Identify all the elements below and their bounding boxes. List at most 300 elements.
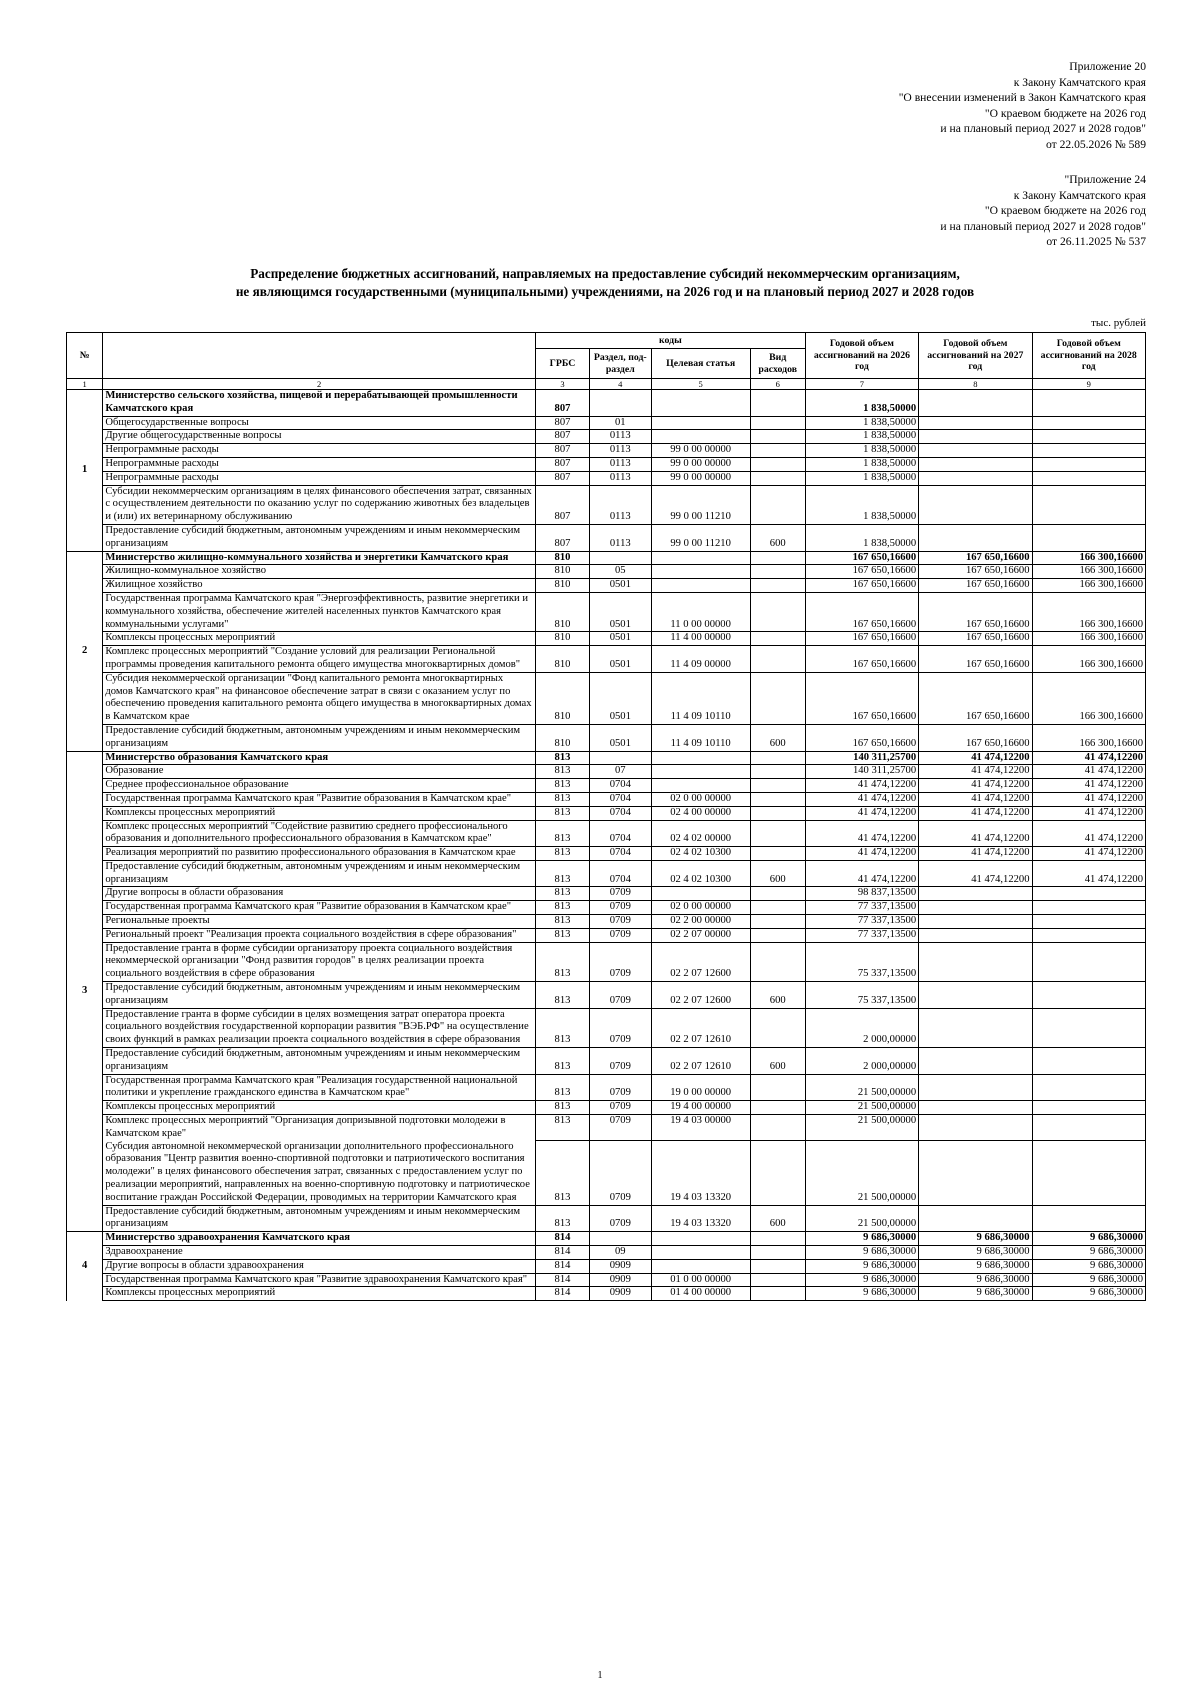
- row-name: Предоставление гранта в форме субсидии в целях возмещения затрат оператора проекта социального воздействия государственной корпорации развития "ВЭБ.РФ" на осуществление своих функций в рамках реализации проекта социального воздействия в сфере образования: [103, 1008, 536, 1047]
- cell-cs: [651, 430, 750, 444]
- header-line: и на плановый период 2027 и 2028 годов": [940, 219, 1146, 233]
- cell-sec: 0709: [589, 1008, 651, 1047]
- cell-y28: [1032, 1101, 1145, 1115]
- cell-y27: [919, 1115, 1032, 1141]
- cell-y27: [919, 430, 1032, 444]
- cell-grbs: 813: [536, 847, 590, 861]
- cell-grbs: 807: [536, 416, 590, 430]
- table-row-total: [67, 1232, 1146, 1246]
- cell-vr: [750, 632, 805, 646]
- row-name: Комплексы процессных мероприятий: [103, 1287, 536, 1301]
- cell-y26: 77 337,13500: [805, 928, 918, 942]
- cell-y27: [919, 471, 1032, 485]
- cell-y26: 167 650,16600: [805, 551, 918, 565]
- table-row: [67, 579, 1146, 593]
- cell-sec: 0909: [589, 1273, 651, 1287]
- cell-y27: [919, 457, 1032, 471]
- cell-vr: 600: [750, 860, 805, 887]
- cell-y28: [1032, 928, 1145, 942]
- cell-y28: [1032, 390, 1145, 417]
- cell-sec: 0709: [589, 1205, 651, 1232]
- cell-y26: 9 686,30000: [805, 1273, 918, 1287]
- cell-y28: 9 686,30000: [1032, 1273, 1145, 1287]
- cell-cs: [651, 1232, 750, 1246]
- cell-y28: [1032, 1048, 1145, 1075]
- header-line: от 26.11.2025 № 537: [1046, 235, 1146, 249]
- cell-cs: 02 4 02 00000: [651, 820, 750, 847]
- cell-grbs: 813: [536, 1074, 590, 1101]
- table-row: [67, 430, 1146, 444]
- cell-vr: [750, 1246, 805, 1260]
- cell-vr: [750, 1141, 805, 1205]
- cell-grbs: 810: [536, 592, 590, 631]
- cell-cs: 02 2 07 00000: [651, 928, 750, 942]
- header-line: "О внесении изменений в Закон Камчатского края: [898, 91, 1146, 105]
- cell-y28: [1032, 942, 1145, 981]
- cell-sec: 0501: [589, 646, 651, 673]
- cell-y26: 41 474,12200: [805, 860, 918, 887]
- table-row: [67, 806, 1146, 820]
- cell-y28: 166 300,16600: [1032, 672, 1145, 724]
- cell-y26: 167 650,16600: [805, 565, 918, 579]
- row-name: Субсидии некоммерческим организациям в целях финансового обеспечения затрат, связанных с осуществлением деятельности по оказанию услуг по содержанию животных без владельцев и (или) их ветеринарному обслуживанию: [103, 485, 536, 524]
- cell-vr: 600: [750, 524, 805, 551]
- cell-sec: 05: [589, 565, 651, 579]
- cell-sec: 0709: [589, 942, 651, 981]
- cell-y27: [919, 1008, 1032, 1047]
- row-name: Министерство сельского хозяйства, пищевой и перерабатывающей промышленности Камчатского края: [103, 390, 536, 417]
- table-row: [67, 724, 1146, 751]
- cell-sec: 0709: [589, 1074, 651, 1101]
- cell-cs: [651, 416, 750, 430]
- cell-cs: 11 4 09 10110: [651, 724, 750, 751]
- cell-grbs: 813: [536, 820, 590, 847]
- cell-sec: 0704: [589, 820, 651, 847]
- row-name: Непрограммные расходы: [103, 471, 536, 485]
- cell-cs: 01 0 00 00000: [651, 1273, 750, 1287]
- header-line: от 22.05.2026 № 589: [1045, 137, 1146, 151]
- row-name: Среднее профессиональное образование: [103, 779, 536, 793]
- cell-cs: [651, 390, 750, 417]
- cell-grbs: 813: [536, 1048, 590, 1075]
- table-row: [67, 565, 1146, 579]
- cell-y27: [919, 416, 1032, 430]
- row-name: Непрограммные расходы: [103, 444, 536, 458]
- cell-vr: [750, 1115, 805, 1141]
- cell-cs: 02 2 07 12600: [651, 942, 750, 981]
- cell-y28: [1032, 444, 1145, 458]
- cell-y26: 41 474,12200: [805, 779, 918, 793]
- cell-y27: 41 474,12200: [919, 751, 1032, 765]
- cell-grbs: 813: [536, 806, 590, 820]
- cell-y26: 41 474,12200: [805, 806, 918, 820]
- cell-grbs: 814: [536, 1287, 590, 1301]
- cell-y28: 166 300,16600: [1032, 592, 1145, 631]
- row-name: Предоставление субсидий бюджетным, автономным учреждениям и иным некоммерческим организациям: [103, 1205, 536, 1232]
- cell-grbs: 810: [536, 632, 590, 646]
- title-line-1: Распределение бюджетных ассигнований, направляемых на предоставление субсидий некоммерческим организациям,: [250, 266, 960, 281]
- table-row: [67, 1259, 1146, 1273]
- cell-vr: [750, 457, 805, 471]
- cell-cs: [651, 579, 750, 593]
- cell-vr: [750, 1273, 805, 1287]
- header-num: №: [67, 333, 103, 379]
- row-name: Государственная программа Камчатского края "Развитие образования в Камчатском крае": [103, 792, 536, 806]
- cell-y27: 167 650,16600: [919, 646, 1032, 673]
- cell-y26: 1 838,50000: [805, 485, 918, 524]
- group-number: 4: [67, 1232, 103, 1301]
- cell-y27: [919, 982, 1032, 1009]
- cell-y27: 167 650,16600: [919, 672, 1032, 724]
- cell-grbs: 807: [536, 444, 590, 458]
- cell-vr: [750, 592, 805, 631]
- group-number: 2: [67, 551, 103, 751]
- cell-y27: 167 650,16600: [919, 579, 1032, 593]
- cell-vr: [750, 646, 805, 673]
- table-row: [67, 915, 1146, 929]
- cell-y26: 21 500,00000: [805, 1101, 918, 1115]
- table-row: [67, 672, 1146, 724]
- row-name: Комплексы процессных мероприятий: [103, 1101, 536, 1115]
- cell-vr: [750, 1008, 805, 1047]
- cell-y26: 167 650,16600: [805, 724, 918, 751]
- header-name: [103, 333, 536, 379]
- cell-grbs: 810: [536, 672, 590, 724]
- cell-grbs: 807: [536, 430, 590, 444]
- table-row: [67, 1205, 1146, 1232]
- cell-sec: 0709: [589, 1101, 651, 1115]
- cell-vr: [750, 444, 805, 458]
- cell-cs: 11 0 00 00000: [651, 592, 750, 631]
- cell-cs: 02 4 00 00000: [651, 806, 750, 820]
- cell-y26: 77 337,13500: [805, 915, 918, 929]
- cell-vr: [750, 485, 805, 524]
- table-row: [67, 982, 1146, 1009]
- header-line: "О краевом бюджете на 2026 год: [984, 106, 1146, 120]
- cell-vr: 600: [750, 982, 805, 1009]
- cell-grbs: 807: [536, 524, 590, 551]
- cell-y26: 21 500,00000: [805, 1205, 918, 1232]
- row-name: Предоставление субсидий бюджетным, автономным учреждениям и иным некоммерческим организациям: [103, 860, 536, 887]
- cell-y28: 41 474,12200: [1032, 860, 1145, 887]
- table-row: [67, 592, 1146, 631]
- table-row: [67, 1101, 1146, 1115]
- cell-sec: 0113: [589, 457, 651, 471]
- row-name: Здравоохранение: [103, 1246, 536, 1260]
- cell-y27: [919, 1048, 1032, 1075]
- cell-sec: 0704: [589, 779, 651, 793]
- cell-y27: 9 686,30000: [919, 1232, 1032, 1246]
- table-row: [67, 416, 1146, 430]
- cell-y27: [919, 928, 1032, 942]
- cell-vr: [750, 416, 805, 430]
- table-row: [67, 901, 1146, 915]
- column-number: 1: [67, 379, 103, 390]
- cell-y26: 9 686,30000: [805, 1259, 918, 1273]
- cell-y28: [1032, 524, 1145, 551]
- column-number-row: [67, 379, 1146, 390]
- cell-cs: 02 2 07 12610: [651, 1048, 750, 1075]
- cell-vr: [750, 579, 805, 593]
- row-name: Жилищное хозяйство: [103, 579, 536, 593]
- cell-cs: [651, 751, 750, 765]
- cell-y28: 166 300,16600: [1032, 551, 1145, 565]
- cell-cs: 19 4 03 13320: [651, 1205, 750, 1232]
- row-name: Жилищно-коммунальное хозяйство: [103, 565, 536, 579]
- cell-grbs: 813: [536, 1008, 590, 1047]
- cell-grbs: 814: [536, 1259, 590, 1273]
- cell-cs: [651, 779, 750, 793]
- cell-y28: 9 686,30000: [1032, 1232, 1145, 1246]
- header-codes: коды: [536, 333, 806, 349]
- cell-vr: [750, 765, 805, 779]
- row-name: Комплексы процессных мероприятий: [103, 632, 536, 646]
- cell-y27: [919, 942, 1032, 981]
- row-name: Комплекс процессных мероприятий "Содействие развитию среднего профессионального образования и дополнительного профессионального образования в Камчатском крае": [103, 820, 536, 847]
- cell-cs: 02 0 00 00000: [651, 792, 750, 806]
- cell-sec: 0909: [589, 1287, 651, 1301]
- cell-cs: 11 4 00 00000: [651, 632, 750, 646]
- cell-y26: 167 650,16600: [805, 592, 918, 631]
- cell-cs: [651, 1246, 750, 1260]
- cell-grbs: 807: [536, 471, 590, 485]
- cell-y27: 167 650,16600: [919, 592, 1032, 631]
- cell-sec: 0909: [589, 1259, 651, 1273]
- budget-table: [66, 332, 1146, 1301]
- cell-vr: [750, 430, 805, 444]
- cell-sec: 0709: [589, 928, 651, 942]
- cell-sec: 0113: [589, 430, 651, 444]
- cell-y28: [1032, 887, 1145, 901]
- cell-y27: 167 650,16600: [919, 565, 1032, 579]
- cell-y28: [1032, 1074, 1145, 1101]
- table-row: [67, 471, 1146, 485]
- cell-y26: 41 474,12200: [805, 847, 918, 861]
- cell-y27: 41 474,12200: [919, 792, 1032, 806]
- cell-sec: 0501: [589, 579, 651, 593]
- cell-y28: [1032, 1141, 1145, 1205]
- cell-cs: [651, 887, 750, 901]
- header-grbs: ГРБС: [536, 349, 590, 379]
- cell-cs: 02 2 07 12610: [651, 1008, 750, 1047]
- cell-y26: 140 311,25700: [805, 751, 918, 765]
- cell-y26: 9 686,30000: [805, 1232, 918, 1246]
- table-row: [67, 632, 1146, 646]
- table-row: [67, 887, 1146, 901]
- cell-cs: [651, 1259, 750, 1273]
- cell-cs: 01 4 00 00000: [651, 1287, 750, 1301]
- cell-y28: 41 474,12200: [1032, 847, 1145, 861]
- column-number: 2: [103, 379, 536, 390]
- cell-y27: [919, 390, 1032, 417]
- cell-y27: [919, 915, 1032, 929]
- cell-sec: 0709: [589, 887, 651, 901]
- cell-sec: 09: [589, 1246, 651, 1260]
- cell-y28: [1032, 457, 1145, 471]
- group-number: 1: [67, 390, 103, 552]
- cell-y26: 41 474,12200: [805, 820, 918, 847]
- row-name: Региональный проект "Реализация проекта социального воздействия в сфере образования": [103, 928, 536, 942]
- cell-y27: [919, 1101, 1032, 1115]
- cell-grbs: 813: [536, 779, 590, 793]
- cell-y27: 41 474,12200: [919, 847, 1032, 861]
- cell-vr: 600: [750, 724, 805, 751]
- cell-sec: [589, 751, 651, 765]
- cell-sec: 0704: [589, 792, 651, 806]
- cell-sec: 0704: [589, 860, 651, 887]
- cell-y27: 9 686,30000: [919, 1246, 1032, 1260]
- table-row: [67, 860, 1146, 887]
- row-name: Предоставление субсидий бюджетным, автономным учреждениям и иным некоммерческим организациям: [103, 524, 536, 551]
- cell-y27: [919, 524, 1032, 551]
- cell-y27: [919, 901, 1032, 915]
- cell-y26: 1 838,50000: [805, 430, 918, 444]
- row-name: Субсидия некоммерческой организации "Фонд капитального ремонта многоквартирных домов Камчатского края" на финансовое обеспечение затрат в связи с оказанием услуг по обеспечению проведения капитального ремонта общего имущества в многоквартирных домах в Камчатском крае: [103, 672, 536, 724]
- cell-cs: 99 0 00 00000: [651, 471, 750, 485]
- cell-vr: [750, 1287, 805, 1301]
- row-name: Министерство образования Камчатского края: [103, 751, 536, 765]
- row-name: Государственная программа Камчатского края "Реализация государственной национальной политики и укрепление гражданского единства в Камчатском крае": [103, 1074, 536, 1101]
- column-number: 8: [919, 379, 1032, 390]
- row-name: Министерство здравоохранения Камчатского края: [103, 1232, 536, 1246]
- cell-cs: 11 4 09 10110: [651, 672, 750, 724]
- table-row-total: [67, 751, 1146, 765]
- cell-grbs: 813: [536, 887, 590, 901]
- cell-sec: 0709: [589, 1115, 651, 1141]
- cell-y28: [1032, 1205, 1145, 1232]
- table-row: [67, 792, 1146, 806]
- cell-y28: 166 300,16600: [1032, 579, 1145, 593]
- table-row: [67, 1141, 1146, 1205]
- cell-grbs: 813: [536, 942, 590, 981]
- column-number: 7: [805, 379, 918, 390]
- header-kind: Вид расходов: [750, 349, 805, 379]
- cell-grbs: 813: [536, 901, 590, 915]
- units-label: тыс. рублей: [1091, 317, 1146, 329]
- header-line: Приложение 20: [1069, 60, 1146, 73]
- appendix-header-original: [940, 172, 1146, 250]
- row-name: Предоставление гранта в форме субсидии организатору проекта социального воздействия некоммерческой организации "Фонд развития городов" в целях реализации проекта социального воздействия в сфере образования: [103, 942, 536, 981]
- cell-y26: 1 838,50000: [805, 444, 918, 458]
- cell-y28: 41 474,12200: [1032, 806, 1145, 820]
- table-row: [67, 1273, 1146, 1287]
- cell-cs: [651, 565, 750, 579]
- table-row: [67, 457, 1146, 471]
- cell-y26: 2 000,00000: [805, 1008, 918, 1047]
- cell-vr: [750, 1259, 805, 1273]
- cell-sec: 0113: [589, 485, 651, 524]
- cell-vr: [750, 672, 805, 724]
- table-row: [67, 847, 1146, 861]
- cell-grbs: 807: [536, 390, 590, 417]
- cell-y27: [919, 444, 1032, 458]
- cell-vr: [750, 806, 805, 820]
- cell-vr: [750, 1232, 805, 1246]
- cell-y26: 1 838,50000: [805, 457, 918, 471]
- cell-grbs: 813: [536, 928, 590, 942]
- table-row: [67, 942, 1146, 981]
- row-name: Общегосударственные вопросы: [103, 416, 536, 430]
- cell-y26: 21 500,00000: [805, 1115, 918, 1141]
- cell-y26: 2 000,00000: [805, 1048, 918, 1075]
- cell-sec: 0704: [589, 847, 651, 861]
- cell-y28: 166 300,16600: [1032, 632, 1145, 646]
- row-name: Предоставление субсидий бюджетным, автономным учреждениям и иным некоммерческим организациям: [103, 724, 536, 751]
- cell-y26: 1 838,50000: [805, 416, 918, 430]
- cell-sec: 01: [589, 416, 651, 430]
- cell-grbs: 813: [536, 792, 590, 806]
- cell-cs: 19 4 03 13320: [651, 1141, 750, 1205]
- cell-y27: 9 686,30000: [919, 1259, 1032, 1273]
- cell-y28: [1032, 982, 1145, 1009]
- cell-sec: 0501: [589, 672, 651, 724]
- table-row-total: [67, 551, 1146, 565]
- cell-y27: 167 650,16600: [919, 724, 1032, 751]
- cell-y28: 9 686,30000: [1032, 1287, 1145, 1301]
- cell-y26: 167 650,16600: [805, 646, 918, 673]
- cell-sec: 0113: [589, 444, 651, 458]
- header-line: и на плановый период 2027 и 2028 годов": [940, 122, 1146, 136]
- column-number: 5: [651, 379, 750, 390]
- row-name: Реализация мероприятий по развитию профессионального образования в Камчатском крае: [103, 847, 536, 861]
- cell-grbs: 814: [536, 1232, 590, 1246]
- table-row: [67, 1074, 1146, 1101]
- cell-y26: 167 650,16600: [805, 632, 918, 646]
- cell-sec: 0709: [589, 1048, 651, 1075]
- cell-y27: 41 474,12200: [919, 779, 1032, 793]
- cell-y28: [1032, 416, 1145, 430]
- table-row: [67, 1287, 1146, 1301]
- cell-y28: [1032, 915, 1145, 929]
- cell-vr: [750, 551, 805, 565]
- cell-sec: 0501: [589, 724, 651, 751]
- cell-sec: 0113: [589, 471, 651, 485]
- cell-sec: 0709: [589, 901, 651, 915]
- table-header: [67, 333, 1146, 390]
- cell-cs: 19 4 00 00000: [651, 1101, 750, 1115]
- cell-y26: 1 838,50000: [805, 390, 918, 417]
- cell-sec: [589, 551, 651, 565]
- cell-vr: [750, 1101, 805, 1115]
- cell-sec: 0501: [589, 592, 651, 631]
- cell-y27: [919, 485, 1032, 524]
- row-name: Предоставление субсидий бюджетным, автономным учреждениям и иным некоммерческим организациям: [103, 1048, 536, 1075]
- cell-sec: 0709: [589, 915, 651, 929]
- row-name: Другие общегосударственные вопросы: [103, 430, 536, 444]
- cell-cs: 02 2 07 12600: [651, 982, 750, 1009]
- table-row: [67, 444, 1146, 458]
- header-line: к Закону Камчатского края: [1013, 75, 1146, 89]
- cell-cs: [651, 765, 750, 779]
- cell-y27: 9 686,30000: [919, 1287, 1032, 1301]
- cell-cs: 19 0 00 00000: [651, 1074, 750, 1101]
- cell-y26: 167 650,16600: [805, 579, 918, 593]
- cell-grbs: 813: [536, 915, 590, 929]
- cell-grbs: 810: [536, 565, 590, 579]
- cell-grbs: 810: [536, 724, 590, 751]
- group-number: 3: [67, 751, 103, 1232]
- row-name: Другие вопросы в области образования: [103, 887, 536, 901]
- cell-y26: 21 500,00000: [805, 1074, 918, 1101]
- cell-vr: [750, 1074, 805, 1101]
- header-line: к Закону Камчатского края: [1013, 188, 1146, 202]
- cell-grbs: 814: [536, 1246, 590, 1260]
- cell-y28: 9 686,30000: [1032, 1259, 1145, 1273]
- header-2028: Годовой объем ассигнований на 2028 год: [1032, 333, 1145, 379]
- cell-y26: 9 686,30000: [805, 1246, 918, 1260]
- cell-cs: 11 4 09 00000: [651, 646, 750, 673]
- table-row: [67, 485, 1146, 524]
